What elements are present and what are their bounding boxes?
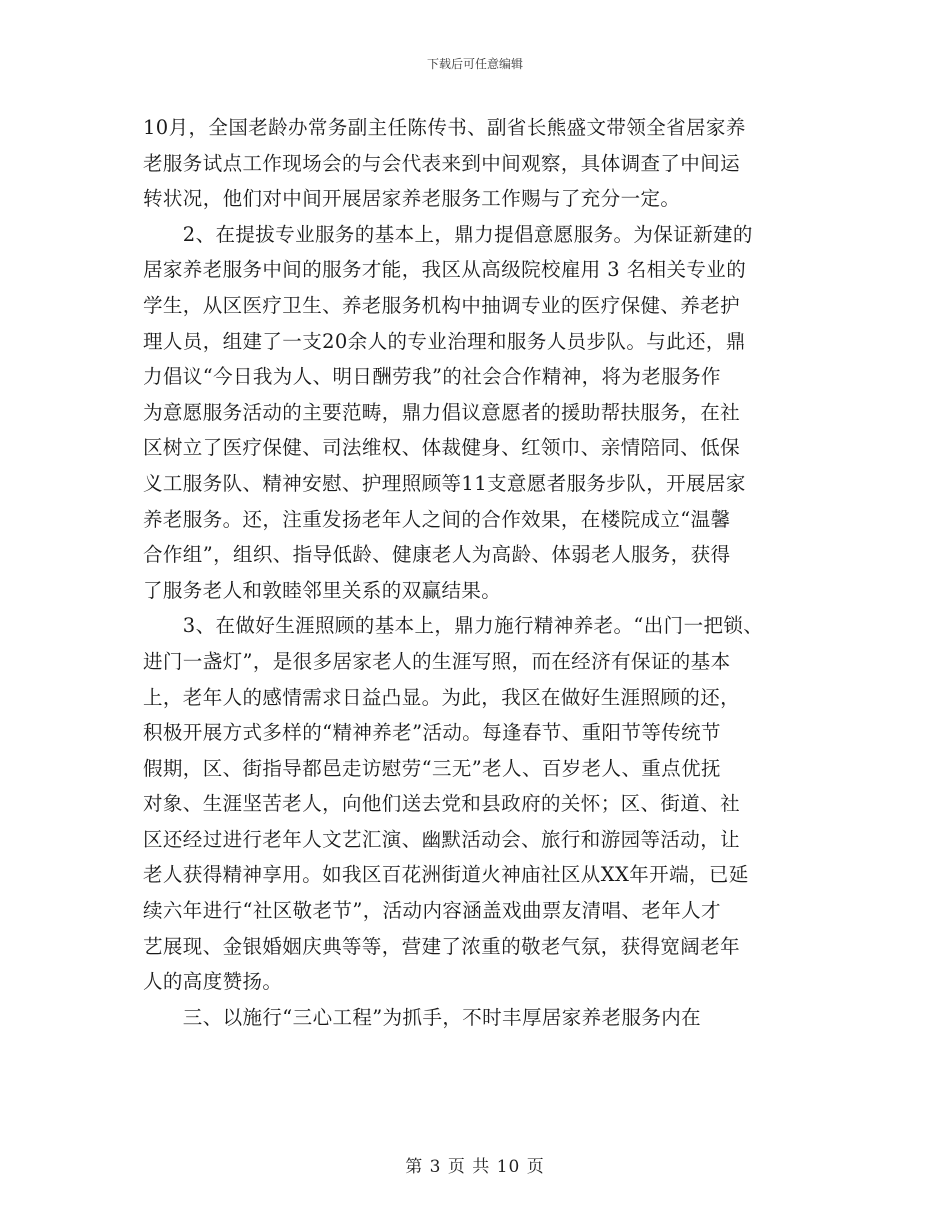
text-line: 学生，从区医疗卫生、养老服务机构中抽调专业的医疗保健、养老护 — [143, 293, 741, 317]
text-line: 区还经过进行老年人文艺汇演、幽默活动会、旅行和游园等活动，让 — [143, 827, 741, 851]
text-line: 老服务试点工作现场会的与会代表来到中间观察，具体调查了中间运 — [143, 151, 741, 175]
page-header: 下载后可任意编辑 — [426, 57, 523, 71]
text-line: 理人员，组建了一支20余人的专业治理和服务人员步队。与此还，鼎 — [143, 329, 746, 353]
text-line: 艺展现、金银婚姻庆典等等，营建了浓重的敬老气氛，获得宽阔老年 — [143, 934, 741, 958]
text-line: 力倡议“今日我为人、明日酬劳我”的社会合作精神，将为老服务作 — [143, 365, 721, 389]
text-line: 义工服务队、精神安慰、护理照顾等11支意愿者服务步队，开展居家 — [143, 471, 746, 495]
text-line: 续六年进行“社区敬老节”，活动内容涵盖戏曲票友清唱、老年人才 — [143, 899, 721, 923]
text-line: 转状况，他们对中间开展居家养老服务工作赐与了充分一定。 — [143, 187, 681, 211]
text-line: 进门一盏灯”，是很多居家老人的生涯写照，而在经济有保证的基本 — [143, 649, 731, 673]
text-line: 了服务老人和敦睦邻里关系的双赢结果。 — [143, 578, 502, 602]
text-line: 为意愿服务活动的主要范畴，鼎力倡议意愿者的援助帮扶服务，在社 — [143, 400, 741, 424]
text-line: 3、在做好生涯照顾的基本上，鼎力施行精神养老。“出门一把锁、 — [143, 614, 764, 638]
text-line: 2、在提拔专业服务的基本上，鼎力提倡意愿服务。为保证新建的 — [143, 222, 753, 246]
text-line: 养老服务。还，注重发扬老年人之间的合作效果，在楼院成立“温馨 — [143, 507, 731, 531]
text-line: 合作组”，组织、指导低龄、健康老人为高龄、体弱老人服务，获得 — [143, 543, 731, 567]
text-line: 居家养老服务中间的服务才能，我区从高级院校雇用 3 名相关专业的 — [143, 258, 747, 282]
text-line: 老人获得精神享用。如我区百花洲街道火神庙社区从XX年开端，已延 — [143, 863, 749, 887]
text-line: 区树立了医疗保健、司法维权、体裁健身、红领巾、亲情陪同、低保 — [143, 436, 741, 460]
document-body — [143, 110, 833, 1035]
text-line: 假期，区、街指导都邑走访慰劳“三无”老人、百岁老人、重点优抚 — [143, 756, 721, 780]
text-line: 对象、生涯坚苦老人，向他们送去党和县政府的关怀；区、街道、社 — [143, 792, 741, 816]
text-line: 积极开展方式多样的“精神养老”活动。每逢春节、重阳节等传统节 — [143, 721, 721, 745]
text-line: 10月，全国老龄办常务副主任陈传书、副省长熊盛文带领全省居家养 — [143, 116, 746, 139]
text-line: 人的高度赞扬。 — [143, 970, 283, 994]
text-line: 三、以施行“三心工程”为抓手，不时丰厚居家养老服务内在 — [143, 1005, 702, 1029]
text-line: 上，老年人的感情需求日益凸显。为此，我区在做好生涯照顾的还， — [143, 685, 741, 709]
page-number-footer: 第 3 页 共 10 页 — [405, 1157, 545, 1177]
